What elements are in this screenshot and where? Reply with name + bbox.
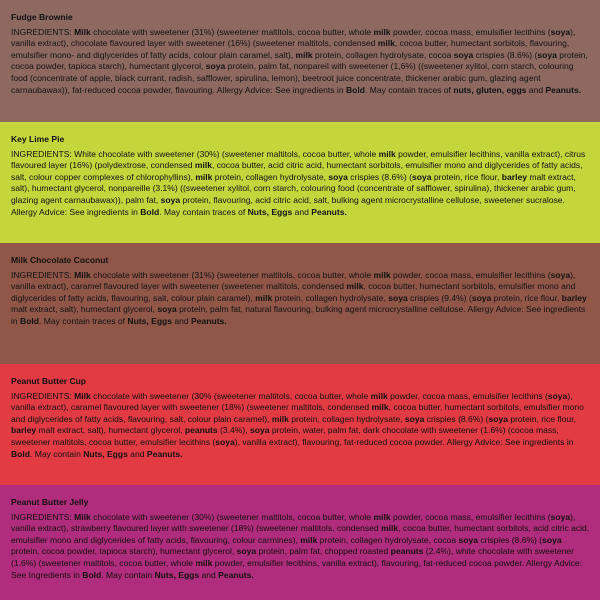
ingredient-text: , cocoa butter, humectant sorbitols, flavouring, emulsifier mono- and diglycerides of fatty acids, colour plain caramel, salt),	[11, 38, 570, 60]
allergen-text: soya	[160, 194, 181, 205]
allergen-text: Peanuts.	[191, 315, 227, 326]
ingredient-text: powder, cocoa mass, emulsifier lecithins (	[390, 26, 551, 37]
allergen-text: milk	[300, 534, 318, 545]
ingredient-text: protein, collagen hydrolysate,	[212, 171, 329, 182]
ingredient-text: INGREDIENTS:	[11, 26, 75, 37]
ingredient-text: ), vanilla extract), chocolate flavoured layer with sweetener (16%) (sweetener maltitols, condensed	[11, 26, 576, 49]
ingredient-text: ), vanilla extract), caramel flavoured layer with sweetener (18%) (sweetener maltitols, condensed	[11, 390, 573, 413]
ingredient-text: and	[292, 206, 312, 217]
allergen-text: soya	[547, 390, 568, 401]
section-title: Key Lime Pie	[11, 134, 65, 144]
ingredient-text: malt extract, salt), humectant glycerol, nonpareille (3.1%) ((sweetener xylitol, corn starch, colouring food (concentrate of safflower, spirulina), thickener arabic gum, glazing agent carnaubawax)), palm fat,	[11, 171, 576, 205]
ingredient-text: , cocoa butter, acid citric acid, humectant sorbitols, emulsifier mono and diglycerides of fatty acids, salt, colour copper complexes of chlorophyllins),	[11, 160, 583, 182]
allergen-text: soya	[249, 425, 270, 436]
allergen-text: soya	[404, 413, 425, 424]
allergen-text: peanuts	[390, 546, 424, 557]
allergen-text: soya	[550, 511, 571, 522]
ingredient-text: (3.4%),	[217, 425, 250, 436]
ingredient-text: and	[526, 84, 546, 95]
ingredient-text: INGREDIENTS:	[11, 390, 75, 401]
ingredient-text: INGREDIENTS:	[11, 269, 75, 280]
ingredients-text	[11, 270, 590, 328]
allergen-text: milk	[373, 511, 391, 522]
allergen-text: Milk	[74, 511, 91, 522]
ingredient-text: powder, cocoa mass, emulsifier lecithins (	[387, 390, 548, 401]
allergen-text: milk	[271, 413, 289, 424]
ingredient-text: , cocoa butter, humectant sorbitols, emulsifier mono and diglycerides of fatty acids, flavouring, salt, colour plain caramel),	[11, 402, 584, 424]
allergen-text: Nuts, Eggs	[127, 315, 173, 326]
ingredient-text: crispies (8.6%) (	[478, 534, 543, 545]
ingredient-text: protein, cocoa powder, tapioca starch), humectant glycerol,	[11, 546, 237, 557]
ingredient-text: protein, water, palm fat, dark chocolate with sweetener (1.6%) (cocoa mass, sweetener maltitols, cocoa butter, emulsifier lecithins (	[11, 425, 559, 447]
ingredient-text: crispies (8.6%) (	[424, 413, 489, 424]
allergen-text: milk	[370, 390, 388, 401]
ingredient-text: . May contain	[30, 448, 84, 459]
allergen-text: milk	[346, 281, 364, 292]
allergen-text: soya	[458, 534, 478, 545]
allergen-text: Milk	[74, 26, 91, 37]
ingredient-text: crispies (9.4%) (	[407, 292, 472, 303]
ingredient-text: chocolate with sweetener (31%) (sweetener maltitols, cocoa butter, whole	[90, 26, 374, 37]
ingredient-text: (2.4%), white chocolate with sweetener (1.6%) (sweetener maltitols, cocoa butter, whole	[11, 546, 574, 568]
ingredient-text: . May contain	[101, 569, 155, 580]
ingredient-text: crispies (8.6%) (	[347, 171, 412, 182]
allergen-text: Peanuts.	[545, 84, 582, 95]
ingredient-text: . May contain traces of	[159, 206, 248, 217]
ingredient-text: protein, collagen hydrolysate, cocoa	[312, 49, 454, 60]
allergen-text: Peanuts.	[146, 448, 183, 459]
section-title: Fudge Brownie	[11, 12, 73, 22]
ingredient-text: powder, cocoa mass, emulsifier lecithins (	[390, 269, 551, 280]
allergen-text: milk	[195, 171, 213, 182]
allergen-text: soya	[542, 534, 562, 545]
ingredient-text: powder, emulsifier lecithins, vanilla extract), citrus flavoured layer (16%) (polydextrose, condensed	[11, 148, 586, 171]
allergen-text: barley	[501, 171, 527, 182]
ingredient-text: . May contain traces of	[39, 315, 128, 326]
ingredient-text: powder, cocoa mass, emulsifier lecithins (	[390, 511, 551, 522]
ingredient-text: and	[172, 315, 192, 326]
allergen-text: barley	[561, 292, 587, 303]
section-title: Milk Chocolate Coconut	[11, 255, 109, 265]
allergen-text: milk	[381, 523, 399, 534]
ingredient-text: chocolate with sweetener (30% (sweetener maltitols, cocoa butter, whole	[90, 390, 371, 401]
ingredients-text	[11, 512, 590, 582]
allergen-text: milk	[373, 269, 391, 280]
allergen-text: soya	[537, 49, 557, 60]
ingredient-text: INGREDIENTS: White chocolate with sweetener (30%) (sweetener maltitols, cocoa butter, whole	[11, 148, 379, 159]
allergen-text: soya	[205, 61, 226, 72]
section-peanut-butter-jelly	[0, 485, 600, 600]
ingredient-text: malt extract, salt), humectant glycerol,	[11, 304, 158, 315]
allergen-text: Bold	[140, 206, 160, 217]
allergen-text: milk	[371, 402, 389, 413]
allergen-text: milk	[295, 49, 313, 60]
ingredient-text: protein, cocoa powder, tapioca starch), humectant glycerol,	[11, 49, 588, 72]
allergen-text: nuts, gluten, eggs	[453, 84, 527, 95]
ingredient-text: , cocoa butter, humectant sorbitols, emulsifier mono and diglycerides of fatty acids, flavouring, salt, colour plain caramel),	[11, 281, 576, 303]
allergen-text: Bold	[20, 315, 40, 326]
allergen-text: Nuts, Eggs	[247, 206, 293, 217]
allergen-text: soya	[157, 304, 177, 315]
ingredients-text	[11, 149, 590, 219]
allergen-text: soya	[453, 49, 474, 60]
allergen-text: Nuts, Eggs	[83, 448, 128, 459]
ingredient-text: and	[199, 569, 219, 580]
allergen-text: Milk	[74, 269, 91, 280]
ingredients-text	[11, 27, 590, 97]
ingredient-text: ), vanilla extract), flavouring, fat-reduced cocoa powder. Allergy Advice: See ingredients in	[234, 436, 574, 447]
section-fudge-brownie	[0, 0, 600, 122]
allergen-text: soya	[550, 269, 571, 280]
allergen-text: milk	[255, 292, 273, 303]
allergen-text: soya	[215, 436, 235, 447]
ingredient-text: and	[127, 448, 147, 459]
allergen-text: Nuts, Eggs	[154, 569, 200, 580]
allergen-text: Milk	[74, 390, 91, 401]
allergen-text: Bold	[82, 569, 102, 580]
ingredient-text: protein, rice flour,	[491, 292, 562, 303]
allergen-text: Bold	[345, 84, 365, 95]
allergen-text: Bold	[11, 448, 30, 459]
ingredient-text: ), vanilla extract), strawberry flavoured layer with sweetener (18%) (sweetener maltitols, condensed	[11, 511, 576, 534]
allergen-text: milk	[378, 148, 396, 159]
allergen-text: soya	[488, 413, 508, 424]
ingredient-text: crispies (8.6%) (	[473, 49, 538, 60]
ingredient-text: protein, palm fat, chopped roasted	[256, 546, 391, 557]
ingredient-text: malt extract, salt), humectant glycerol,	[36, 425, 185, 436]
ingredient-text: , cocoa butter, humectant sorbitols, acid citric acid, emulsifier mono and diglycerides of fatty acids, flavouring, colour carmines),	[11, 523, 590, 545]
allergen-text: barley	[11, 425, 37, 436]
section-title: Peanut Butter Jelly	[11, 497, 89, 507]
allergen-text: peanuts	[184, 425, 218, 436]
ingredient-text: powder, emulsifier lecithins, vanilla extract), flavouring, fat-reduced cocoa powder. Allergy Advice: See Ingredients in	[11, 557, 583, 580]
ingredient-text: . May contain traces of	[364, 84, 454, 95]
ingredient-text: protein, collagen hydrolysate,	[288, 413, 405, 424]
allergen-text: milk	[373, 26, 391, 37]
allergen-text: soya	[236, 546, 257, 557]
allergen-text: milk	[195, 557, 213, 568]
ingredient-text: protein, rice flour,	[431, 171, 502, 182]
section-key-lime-pie	[0, 122, 600, 243]
ingredient-text: chocolate with sweetener (31%) (sweetener maltitols, cocoa butter, whole	[90, 269, 374, 280]
allergen-text: Peanuts.	[218, 569, 254, 580]
section-peanut-butter-cup	[0, 364, 600, 485]
allergen-text: soya	[550, 26, 571, 37]
ingredient-text: protein, palm fat, nonpareil with sweetener (1,6%) ((sweetener xylitol, corn starch, colouring food (concentrate of apple, black currant, radish, safflower, spirulina, lemon), beetroot juice concentrate, thickener arabic gum, glazing agent carnaubawax)), fat-reduced cocoa powder, flavouring. Allergy Advice: See ingredients in	[11, 61, 574, 95]
allergen-text: Peanuts.	[311, 206, 347, 217]
allergen-text: milk	[377, 38, 395, 49]
ingredient-text: ), vanilla extract), caramel flavoured layer with sweetener (sweetener maltitols, condensed	[11, 269, 576, 292]
ingredient-text: chocolate with sweetener (30%) (sweetener maltitols, cocoa butter, whole	[90, 511, 374, 522]
ingredient-text: protein, flavouring, acid citric acid, salt, bulking agent microcrystalline cellulose, sweetener sucralose. Allergy Advice: See ingredients in	[11, 194, 565, 217]
ingredient-text: INGREDIENTS:	[11, 511, 75, 522]
ingredient-text: protein, rice flour,	[507, 413, 576, 424]
allergen-text: soya	[328, 171, 348, 182]
ingredient-text: protein, collagen hydrolysate,	[272, 292, 389, 303]
allergen-text: soya	[471, 292, 492, 303]
ingredient-text: protein, collagen hydrolysate, cocoa	[317, 534, 459, 545]
section-title: Peanut Butter Cup	[11, 376, 87, 386]
allergen-text: soya	[411, 171, 432, 182]
allergen-text: soya	[388, 292, 408, 303]
ingredients-text	[11, 391, 590, 461]
allergen-text: milk	[194, 160, 212, 171]
ingredient-text: protein, palm fat, natural flavouring, bulking agent microcrystalline cellulose. Allergy Advice: See ingredients in	[11, 304, 586, 326]
section-milk-chocolate-coconut	[0, 243, 600, 364]
